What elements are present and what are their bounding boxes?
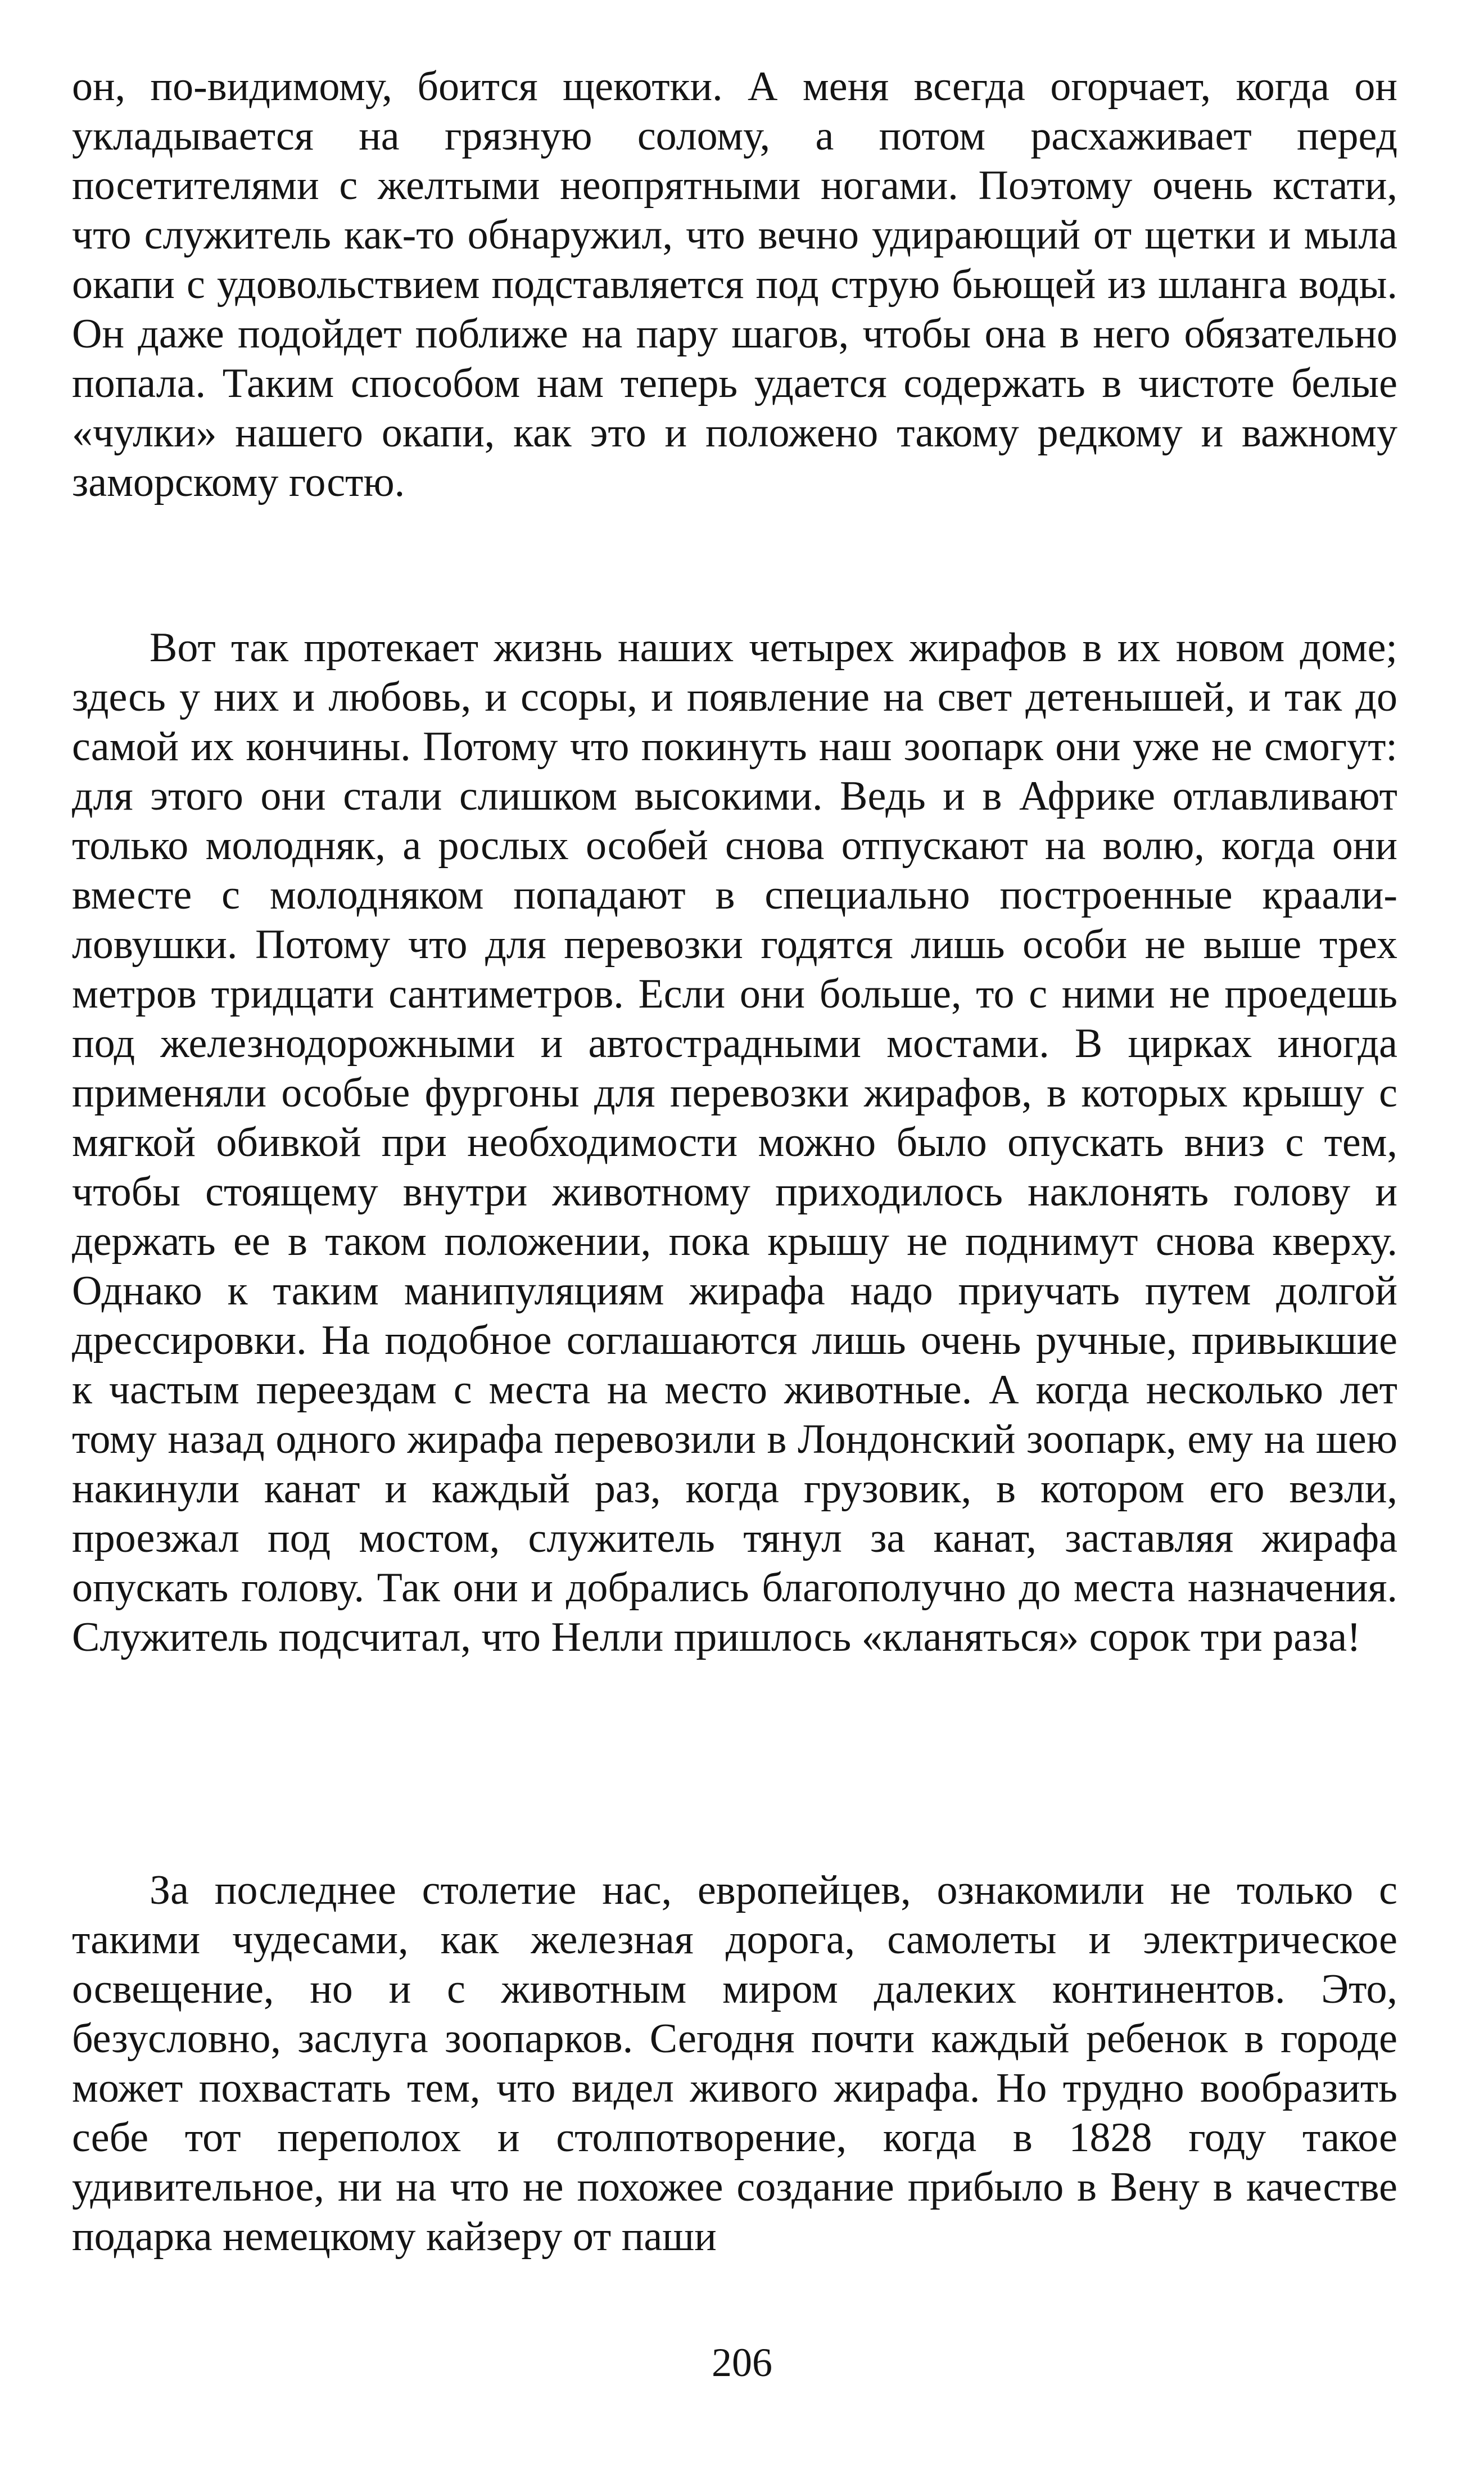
paragraph-text: За последнее столетие нас, европейцев, ознакомили не только с такими чудесами, как железная дорога, самолеты и электрическое освещение, но и с животным миром далеких континентов. Это, безусловно, заслуга зоопарков. Сегодня почти каждый ребенок в городе может похвастать тем, что видел живого жирафа. Но трудно вообразить себе тот переполох и столпотворение, когда в 1828 году такое удивительное, ни на что не похожее создание прибыло в Вену в качестве подарка немецкому кайзеру от паши [72, 1867, 1397, 2260]
paragraph-text: Вот так протекает жизнь наших четырех жирафов в их новом доме; здесь у них и любовь, и ссоры, и появление на свет детенышей, и так до самой их кончины. Потому что покинуть наш зоопарк они уже не смогут: для этого они стали слишком высокими. Ведь и в Африке отлавливают только молодняк, а рослых особей снова отпускают на волю, когда они вместе с молодняком попадают в специально построенные краали-ловушки. Потому что для перевозки годятся лишь особи не выше трех метров тридцати сантиметров. Если они больше, то с ними не проедешь под железнодорожными и автострадными мостами. В цирках иногда применяли особые фургоны для перевозки жирафов, в которых крышу с мягкой обивкой при необходимости можно было опускать вниз с тем, чтобы стоящему внутри животному приходилось наклонять голову и держать ее в таком положении, пока крышу не поднимут снова кверху. Однако к таким манипуляциям жирафа надо приучать путем долгой дрессировки. На подобное соглашаются лишь очень ручные, привыкшие к частым переездам с места на место животные. А когда несколько лет тому назад одного жирафа перевозили в Лондонский зоопарк, ему на шею накинули канат и каждый раз, когда грузовик, в котором его везли, проезжал под мостом, служитель тянул за канат, заставляя жирафа опускать голову. Так они и добрались благополучно до места назначения. Служитель подсчитал, что Нелли пришлось «кланяться» сорок три раза! [72, 625, 1397, 1660]
paragraph-giraffes-life [72, 623, 1397, 1662]
paragraph-zoos-history [72, 1866, 1397, 2261]
page-number: 206 [712, 2340, 772, 2385]
paragraph-continuation [72, 62, 1397, 507]
paragraph-text: он, по-видимому, боится щекотки. А меня всегда огорчает, когда он укладывается на грязную солому, а потом расхаживает перед посетителями с желтыми неопрятными ногами. Поэтому очень кстати, что служитель как-то обнаружил, что вечно удирающий от щетки и мыла окапи с удовольствием подставляется под струю бьющей из шланга воды. Он даже подойдет поближе на пару шагов, чтобы она в него обязательно попала. Таким способом нам теперь удается содержать в чистоте белые «чулки» нашего окапи, как это и положено такому редкому и важному заморскому гостю. [72, 64, 1397, 505]
